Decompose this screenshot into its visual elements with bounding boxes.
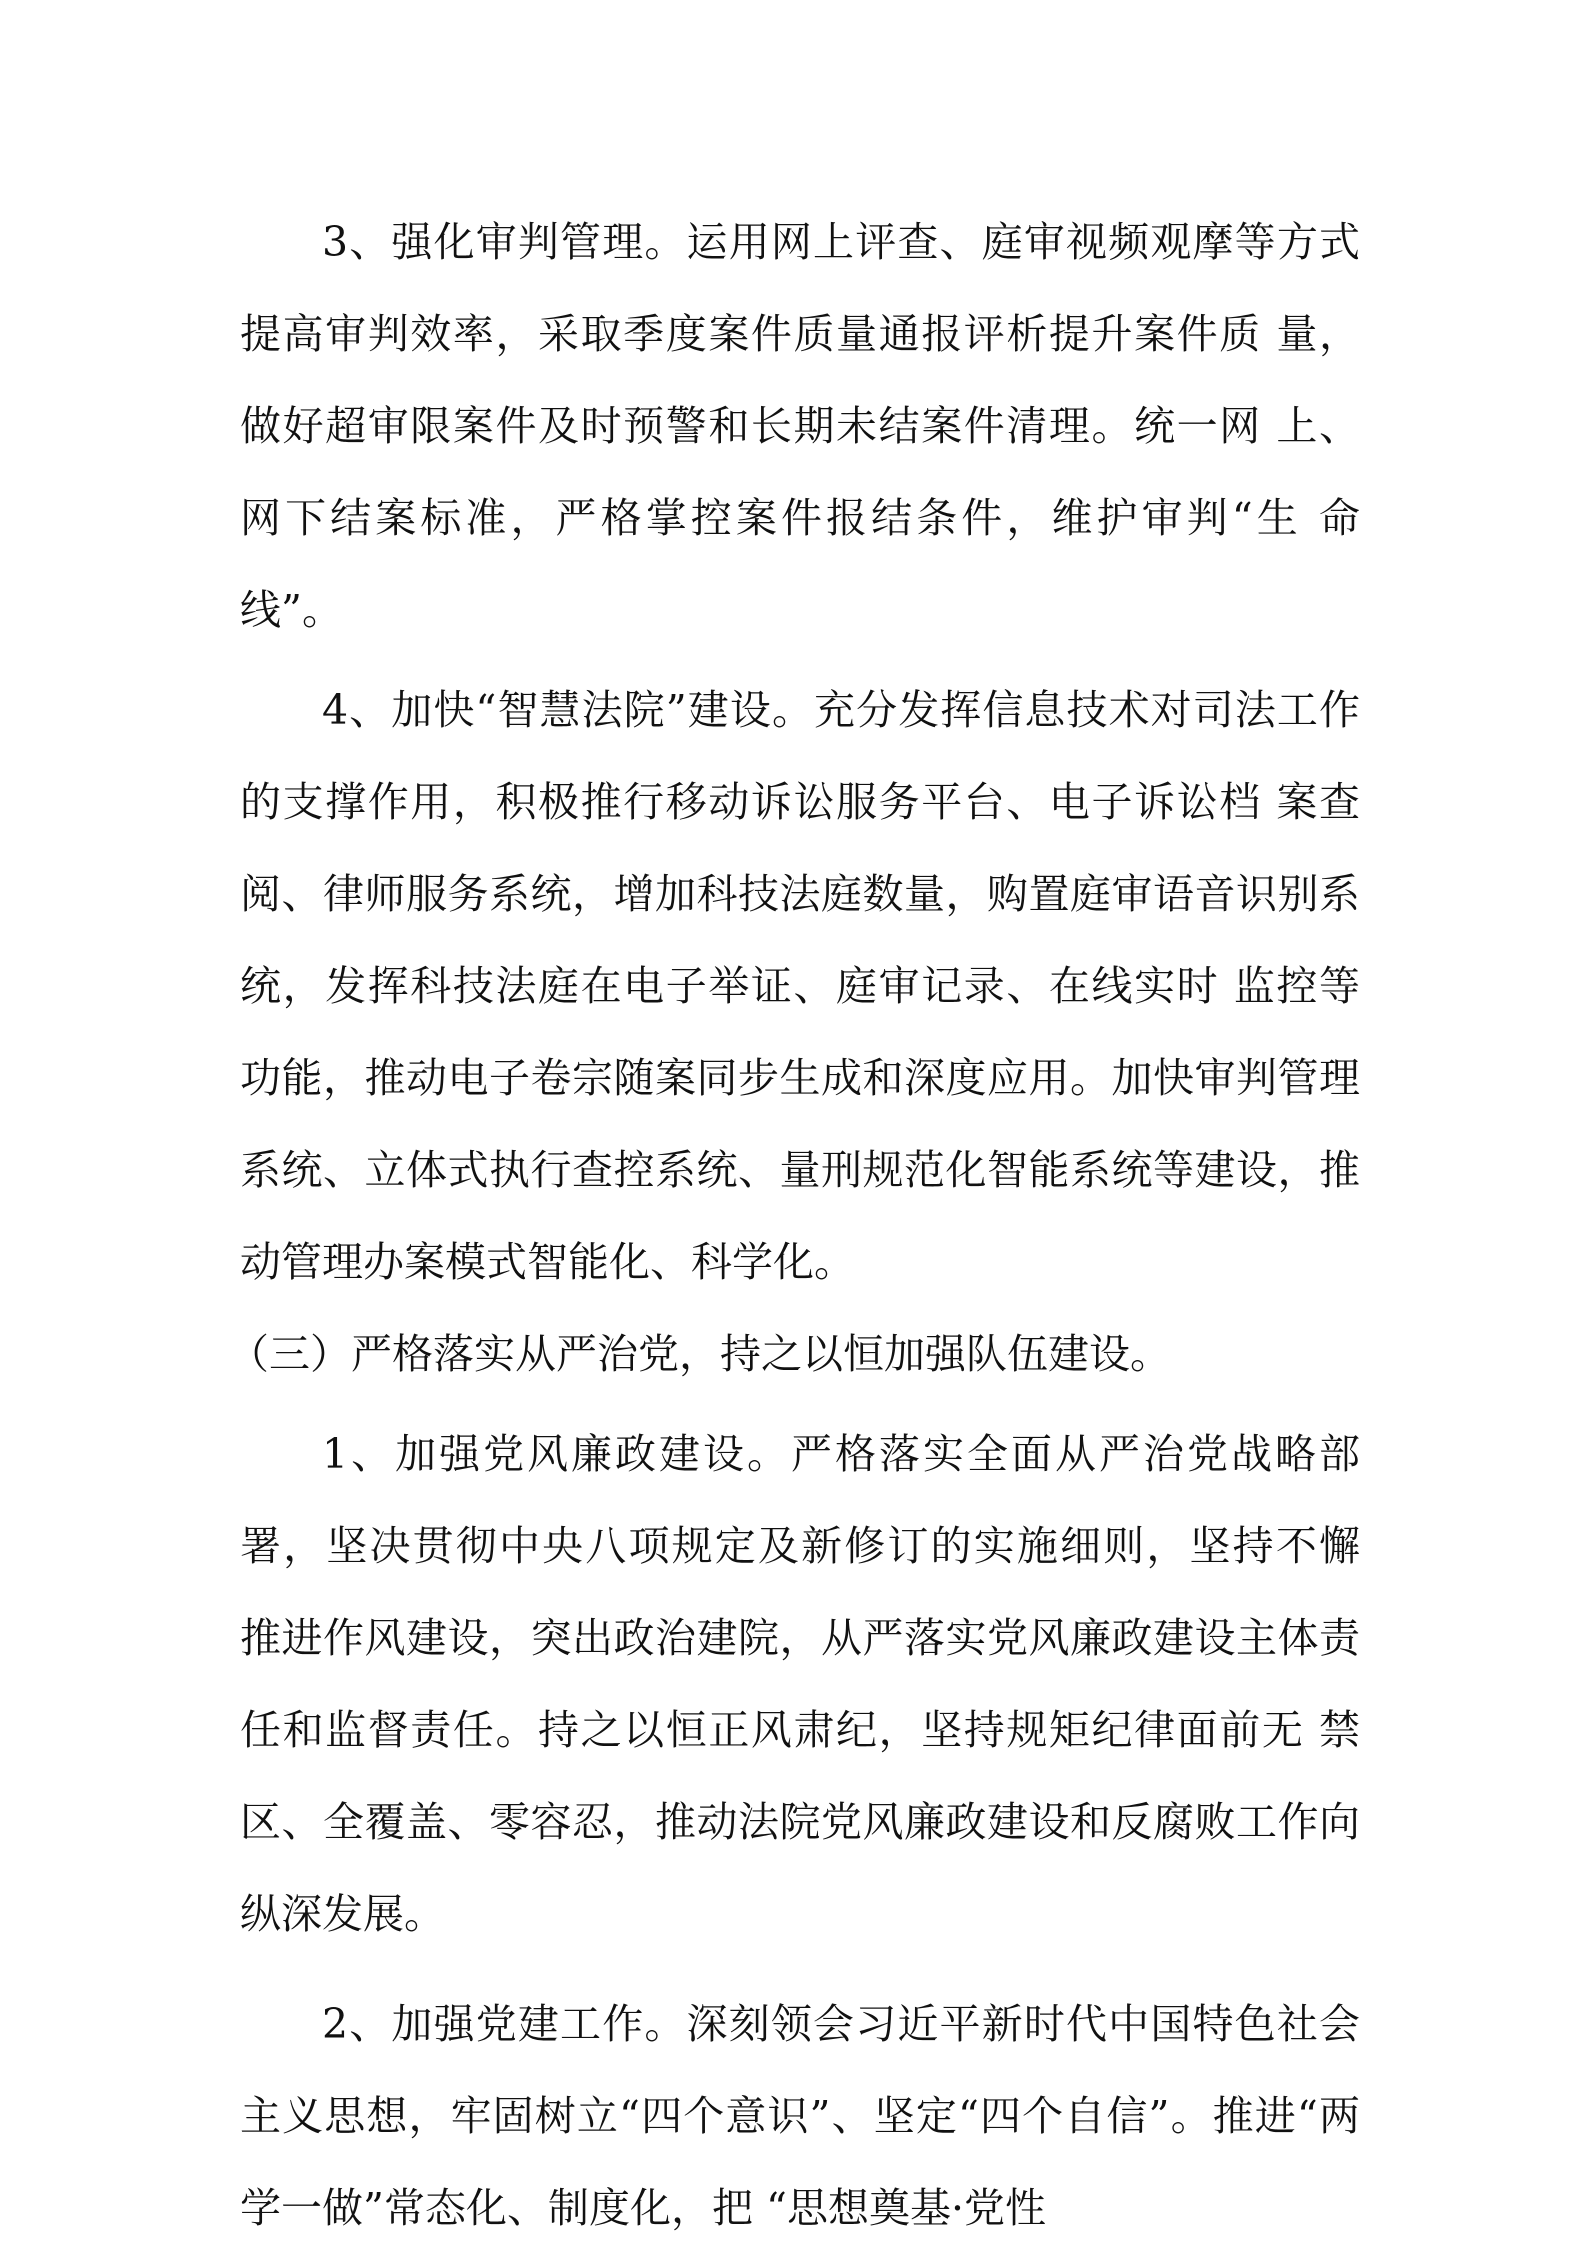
paragraph-trial-management: 3、强化审判管理。运用网上评查、庭审视频观摩等方式提高审判效率，采取季度案件质量通报评析提升案件质 量，做好超审限案件及时预警和长期未结案件清理。统一网 上、网下结案标准，严格掌控案件报结条件，维护审判“生 命线”。 xyxy=(240,218,1360,634)
paragraph-integrity-building: 1、加强党风廉政建设。严格落实全面从严治党战略部署，坚决贯彻中央八项规定及新修订的实施细则，坚持不懈 推进作风建设，突出政治建院，从严落实党风廉政建设主体责任和监督责任。持之以恒正风肃纪，坚持规矩纪律面前无 禁区、全覆盖、零容忍，推动法院党风廉政建设和反腐败工作向纵深发展。 xyxy=(240,1430,1360,1938)
section-heading-party-discipline: （三）严格落实从严治党，持之以恒加强队伍建设。 xyxy=(228,1330,1171,1378)
paragraph-smart-court: 4、加快“智慧法院”建设。充分发挥信息技术对司法工作的支撑作用，积极推行移动诉讼服务平台、电子诉讼档 案查阅、律师服务系统，增加科技法庭数量，购置庭审语音识别系统，发挥科技法庭在电子举证、庭审记录、在线实时 监控等功能，推动电子卷宗随案同步生成和深度应用。加快审判管理系统、立体式执行查控系统、量刑规范化智能系统等建设，推动管理办案模式智能化、科学化。 xyxy=(240,686,1360,1286)
paragraph-party-building: 2、加强党建工作。深刻领会习近平新时代中国特色社会主义思想，牢固树立“四个意识”、坚定“四个自信”。推进“两学一做”常态化、制度化，把 “思想奠基·党性 xyxy=(240,2000,1360,2232)
document-body xyxy=(228,196,1360,2254)
